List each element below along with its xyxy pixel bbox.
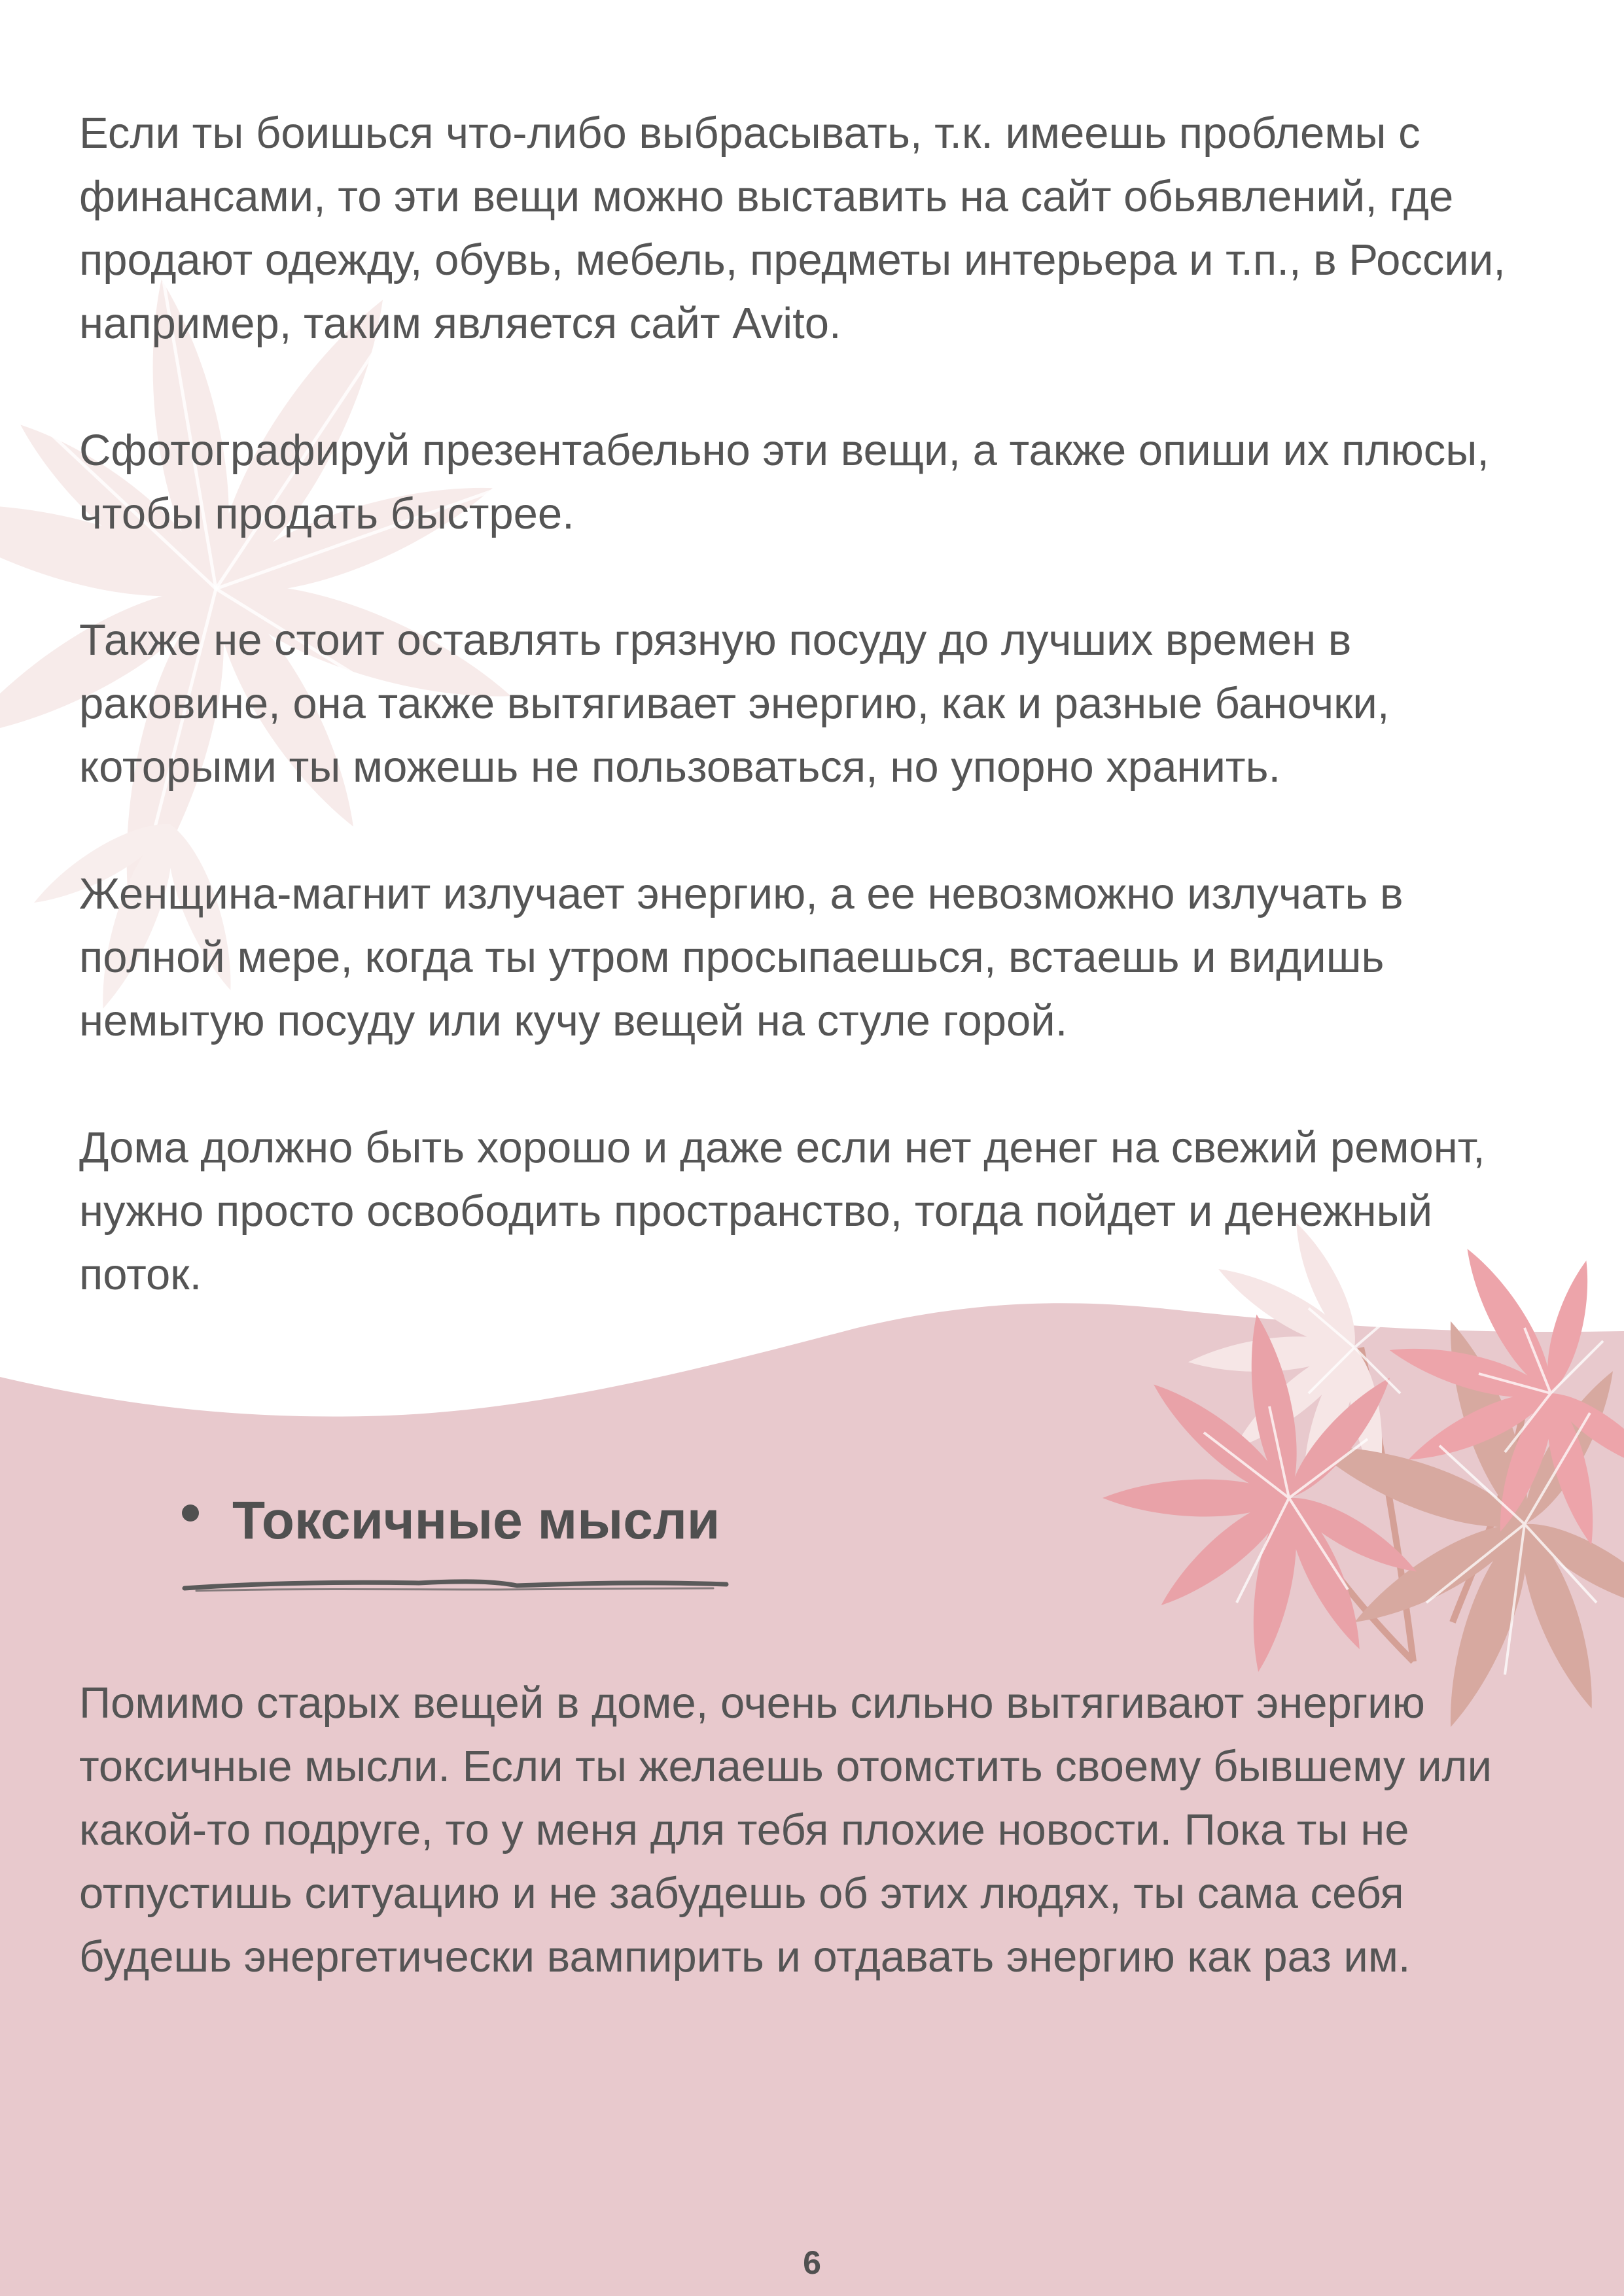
watermark-flower-icon xyxy=(0,274,530,920)
bullet-icon xyxy=(182,1505,199,1522)
paragraph-selling-items: Если ты боишься что-либо выбрасывать, т.к. имеешь проблемы с финансами, то эти вещи можно выставить на сайт обьявлений, где продают одежду, обувь, мебель, предметы интерьера и т.п., в России, например, таким является сайт Avito. xyxy=(79,109,1506,348)
paragraph-photograph-items: Сфотографируй презентабельно эти вещи, а также опиши их плюсы, чтобы продать быстрее. xyxy=(79,426,1489,538)
paragraph-dirty-dishes: Также не стоит оставлять грязную посуду до лучших времен в раковине, она также вытягивает энергию, как и разные баночки, которыми ты можешь не пользоваться, но упорно хранить. xyxy=(79,616,1390,791)
section-heading-toxic-thoughts: Токсичные мысли xyxy=(232,1491,720,1550)
page-number: 6 xyxy=(803,2244,821,2281)
paragraph-magnet-woman: Женщина-магнит излучает энергию, а ее невозможно излучать в полной мере, когда ты утром просыпаешься, встаешь и видишь немытую посуду или кучу вещей на стуле горой. xyxy=(79,869,1403,1045)
paragraph-home-space: Дома должно быть хорошо и даже если нет денег на свежий ремонт, нужно просто освободить пространство, тогда пойдет и денежный поток. xyxy=(79,1123,1485,1299)
paragraph-toxic-thoughts: Помимо старых вещей в доме, очень сильно вытягивают энергию токсичные мысли. Если ты желаешь отомстить своему бывшему или какой-то подруге, то у меня для тебя плохие новости. Пока ты не отпустишь ситуацию и не забудешь об этих людях, ты сама себя будешь энергетически вампирить и отдавать энергию как раз им. xyxy=(79,1679,1492,1981)
